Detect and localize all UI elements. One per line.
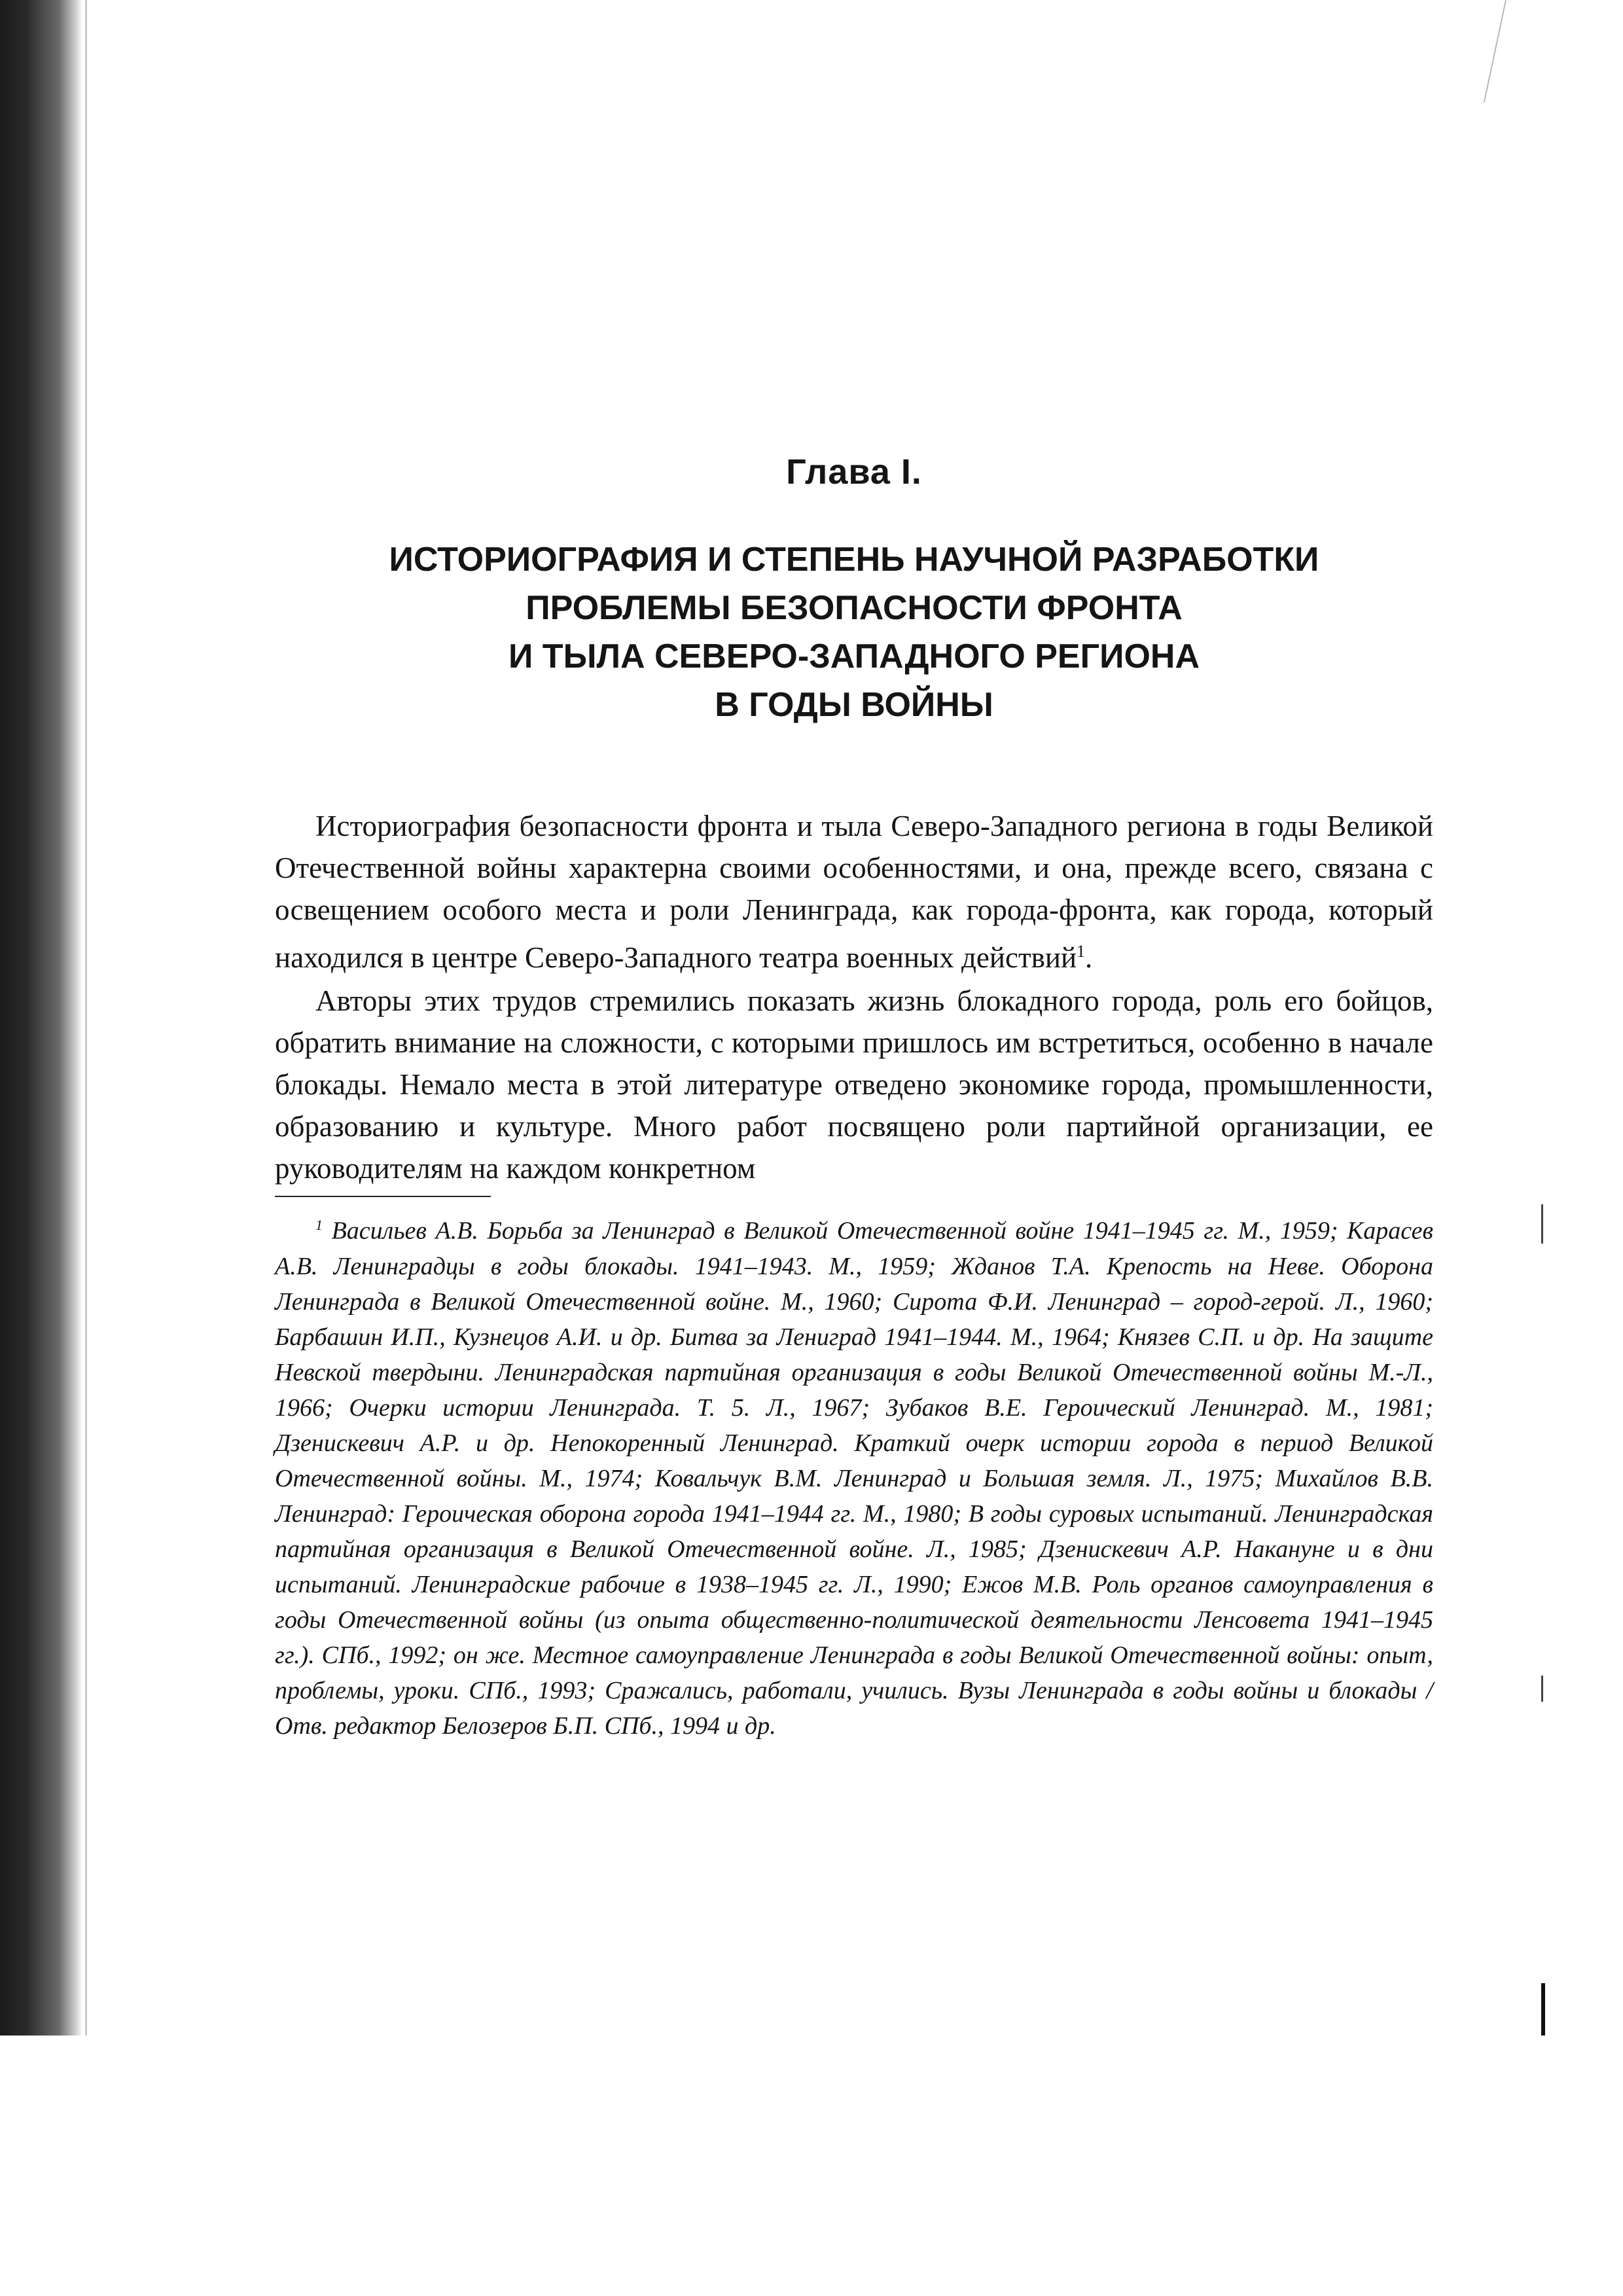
footnote-marker: 1 — [315, 1217, 323, 1233]
chapter-title-line: ИСТОРИОГРАФИЯ И СТЕПЕНЬ НАУЧНОЙ РАЗРАБОТКИ — [389, 541, 1319, 579]
page-content — [275, 452, 1433, 1744]
footnote-divider — [275, 1196, 491, 1197]
chapter-title-line: ПРОБЛЕМЫ БЕЗОПАСНОСТИ ФРОНТА — [526, 589, 1183, 627]
chapter-title — [275, 535, 1433, 729]
body-paragraph: Авторы этих трудов стремились показать жизнь блокадного города, роль его бойцов, обратить внимание на сложности, с которыми пришлось им встретиться, особенно в начале блокады. Немало места в этой литературе отведено экономике города, промышленности, образованию и культуре. Много работ посвящено роли партийной организации, ее руководителям на каждом конкретном — [275, 984, 1433, 1185]
chapter-title-line: И ТЫЛА СЕВЕРО-ЗАПАДНОГО РЕГИОНА — [508, 637, 1200, 675]
scan-edge-mark — [1541, 1983, 1545, 2036]
scan-edge-mark — [1541, 1204, 1543, 1244]
scan-gutter-line — [85, 0, 87, 2036]
chapter-title-line: В ГОДЫ ВОЙНЫ — [715, 686, 993, 724]
footnote-text: Васильев А.В. Борьба за Ленинград в Великой Отечественной войне 1941–1945 гг. М., 1959; Карасев А.В. Ленинградцы в годы блокады. 1941–1943. М., 1959; Жданов Т.А. Крепость на Неве. Оборона Ленинграда в Великой Отечественной войне. М., 1960; Сирота Ф.И. Ленинград – город-герой. Л., 1960; Барбашин И.П., Кузнецов А.И. и др. Битва за Лениград 1941–1944. М., 1964; Князев С.П. и др. На защите Невской твердыни. Ленинградская партийная организация в годы Великой Отечественной войны М.-Л., 1966; Очерки истории Ленинграда. Т. 5. Л., 1967; Зубаков В.Е. Героический Ленинград. М., 1981; Дзенискевич А.Р. и др. Непокоренный Ленинград. Краткий очерк истории города в период Великой Отечественной войны. М., 1974; Ковальчук В.М. Ленинград и Большая земля. Л., 1975; Михайлов В.В. Ленинград: Героическая оборона города 1941–1944 гг. М., 1980; В годы суровых испытаний. Ленинградская партийная организация в Великой Отечественной войне. Л., 1985; Дзенискевич А.Р. Накануне и в дни испытаний. Ленинградские рабочие в 1938–1945 гг. Л., 1990; Ежов М.В. Роль органов самоуправления в годы Отечественной войны (из опыта общественно-политической деятельности Ленсовета 1941–1945 гг.). СПб., 1992; он же. Местное самоуправление Ленинграда в годы Великой Отечественной войны: опыт, проблемы, уроки. СПб., 1993; Сражались, работали, учились. Вузы Ленинграда в годы войны и блокады / Отв. редактор Белозеров Б.П. СПб., 1994 и др. — [275, 1217, 1433, 1740]
chapter-label: Глава I. — [786, 452, 922, 492]
paragraph-text: Историография безопасности фронта и тыла Северо-Западного региона в годы Великой Отечественной войны характерна своими особенностями, и она, прежде всего, связана с освещением особого места и роли Ленинграда, как города-фронта, как города, который находился в центре Северо-Западного театра военных действий — [275, 810, 1433, 974]
paragraph-text-end: . — [1085, 941, 1093, 974]
scan-binding-shadow — [0, 0, 82, 2036]
footnote — [275, 1208, 1433, 1744]
body-paragraph — [275, 805, 1433, 978]
footnote-reference: 1 — [1077, 942, 1086, 961]
scan-edge-line — [1484, 0, 1507, 103]
scan-edge-mark — [1541, 1676, 1543, 1702]
